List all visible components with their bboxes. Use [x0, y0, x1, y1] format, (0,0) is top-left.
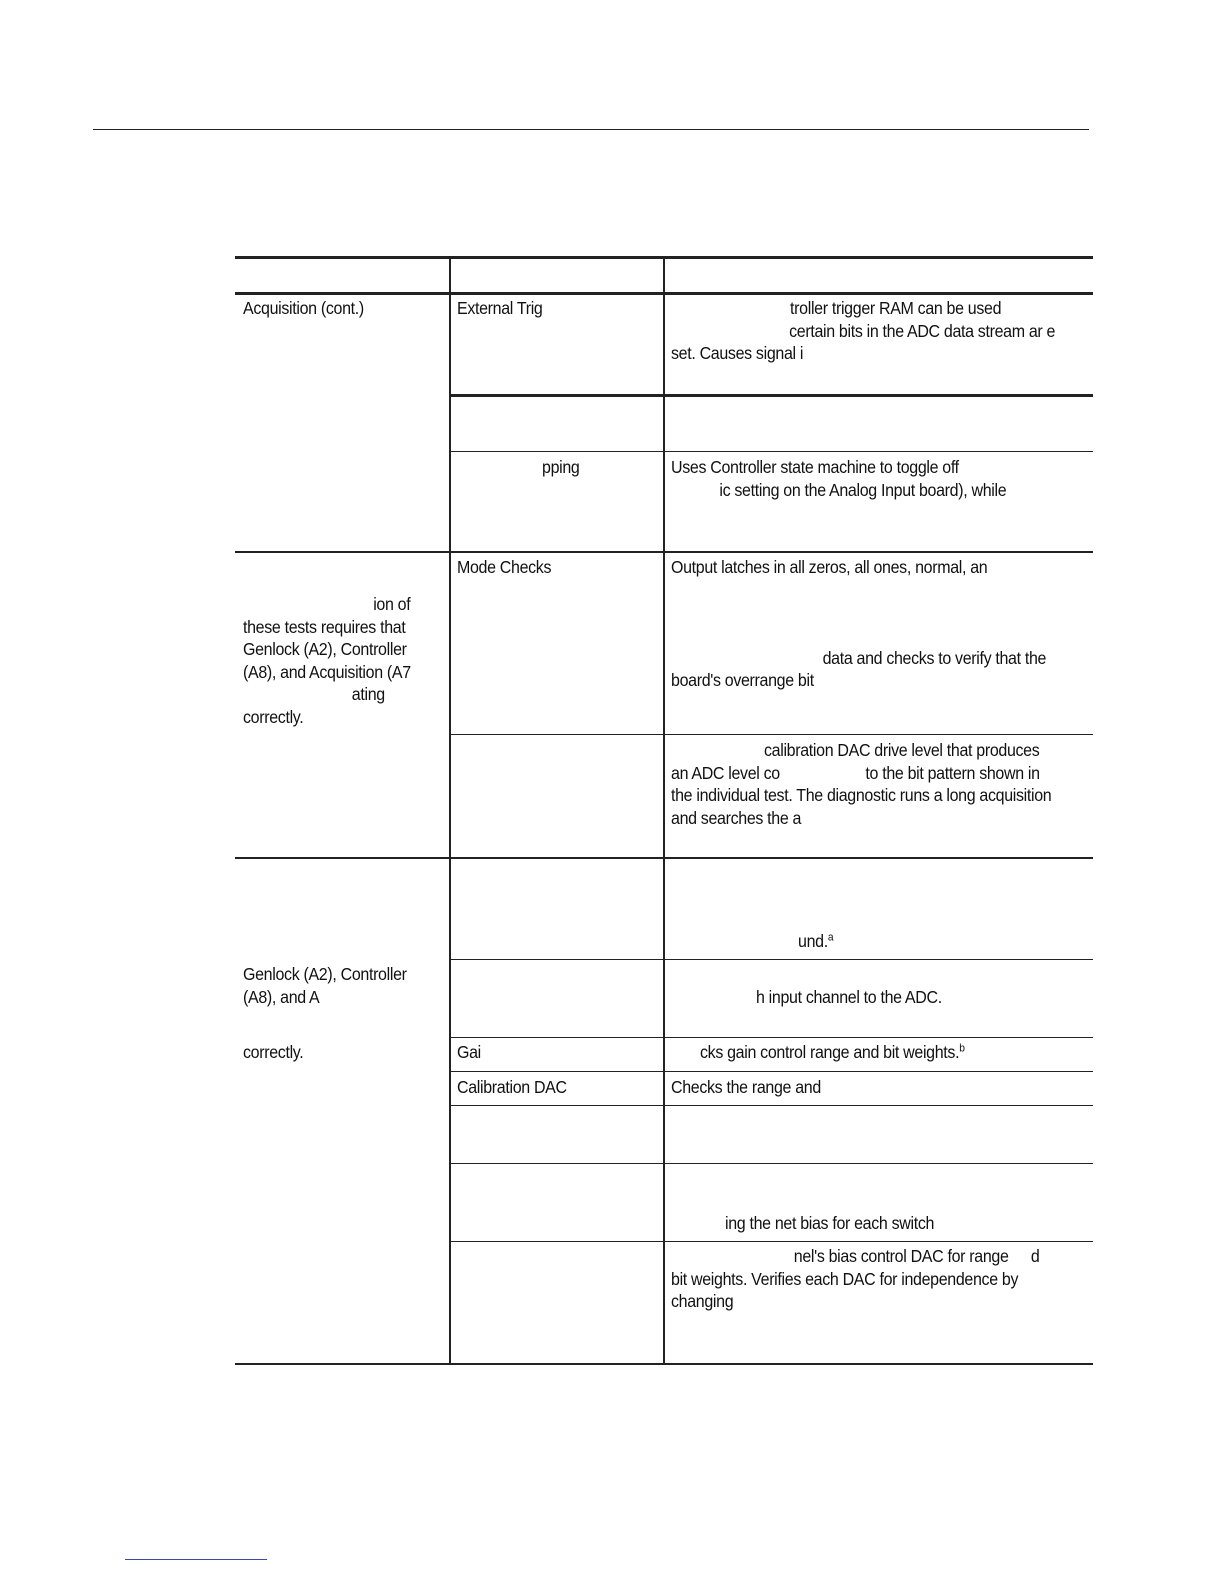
footnote-marker: a [827, 931, 834, 944]
table-top-rule [235, 256, 1093, 259]
row-rule [450, 1241, 1093, 1242]
row-rule [450, 1105, 1093, 1106]
description-cell: Checks the range and [671, 1077, 821, 1097]
group-rule [235, 857, 1093, 859]
description-cell: und.$^a$ [798, 931, 834, 951]
description-cell: Uses Controller state machine to toggle off ic setting on the Analog Input board), while [671, 457, 1007, 500]
row-rule [450, 959, 1093, 960]
description-cell: cks gain control range and bit weights.$^b$ [700, 1042, 965, 1062]
description-cell: Output latches in all zeros, all ones, normal, an data and checks to verify that the board's overrange bit [671, 557, 1047, 690]
footer-link-underline [125, 1559, 267, 1560]
footnote-marker: b [959, 1042, 965, 1055]
row-rule [450, 394, 1093, 397]
category-cell: ion of these tests requires that Genlock (A2), Controller (A8), and Acquisition (A7 ating correctly. [243, 594, 411, 727]
group-rule [235, 551, 1093, 553]
test-cell: Mode Checks [457, 557, 552, 577]
row-rule [450, 1163, 1093, 1164]
category-cell: Acquisition (cont.) [243, 298, 364, 318]
table-bottom-rule [235, 1363, 1093, 1365]
test-cell: pping [542, 457, 580, 477]
column-divider [449, 256, 451, 1364]
row-rule [450, 734, 1093, 735]
category-cell: Genlock (A2), Controller (A8), and A correctly. [243, 964, 407, 1062]
description-cell: calibration DAC drive level that produces an ADC level co to the bit pattern shown in the individual test. The diagnostic runs a long acquisition and searches the a [671, 740, 1052, 828]
header-rule [235, 292, 1093, 295]
test-cell: External Trig [457, 298, 543, 318]
description-cell: nel's bias control DAC for range d bit weights. Verifies each DAC for independence by changing [671, 1246, 1040, 1311]
description-cell: h input channel to the ADC. [756, 987, 942, 1007]
test-cell: Gai [457, 1042, 481, 1062]
test-cell: Calibration DAC [457, 1077, 567, 1097]
column-divider [663, 256, 665, 1364]
row-rule [450, 1037, 1093, 1038]
description-cell: ing the net bias for each switch [725, 1213, 935, 1233]
row-rule [450, 1071, 1093, 1072]
page-header-rule [93, 129, 1089, 130]
description-cell: troller trigger RAM can be used certain bits in the ADC data stream ar e set. Causes signal i [671, 298, 1056, 363]
row-rule [450, 451, 1093, 452]
